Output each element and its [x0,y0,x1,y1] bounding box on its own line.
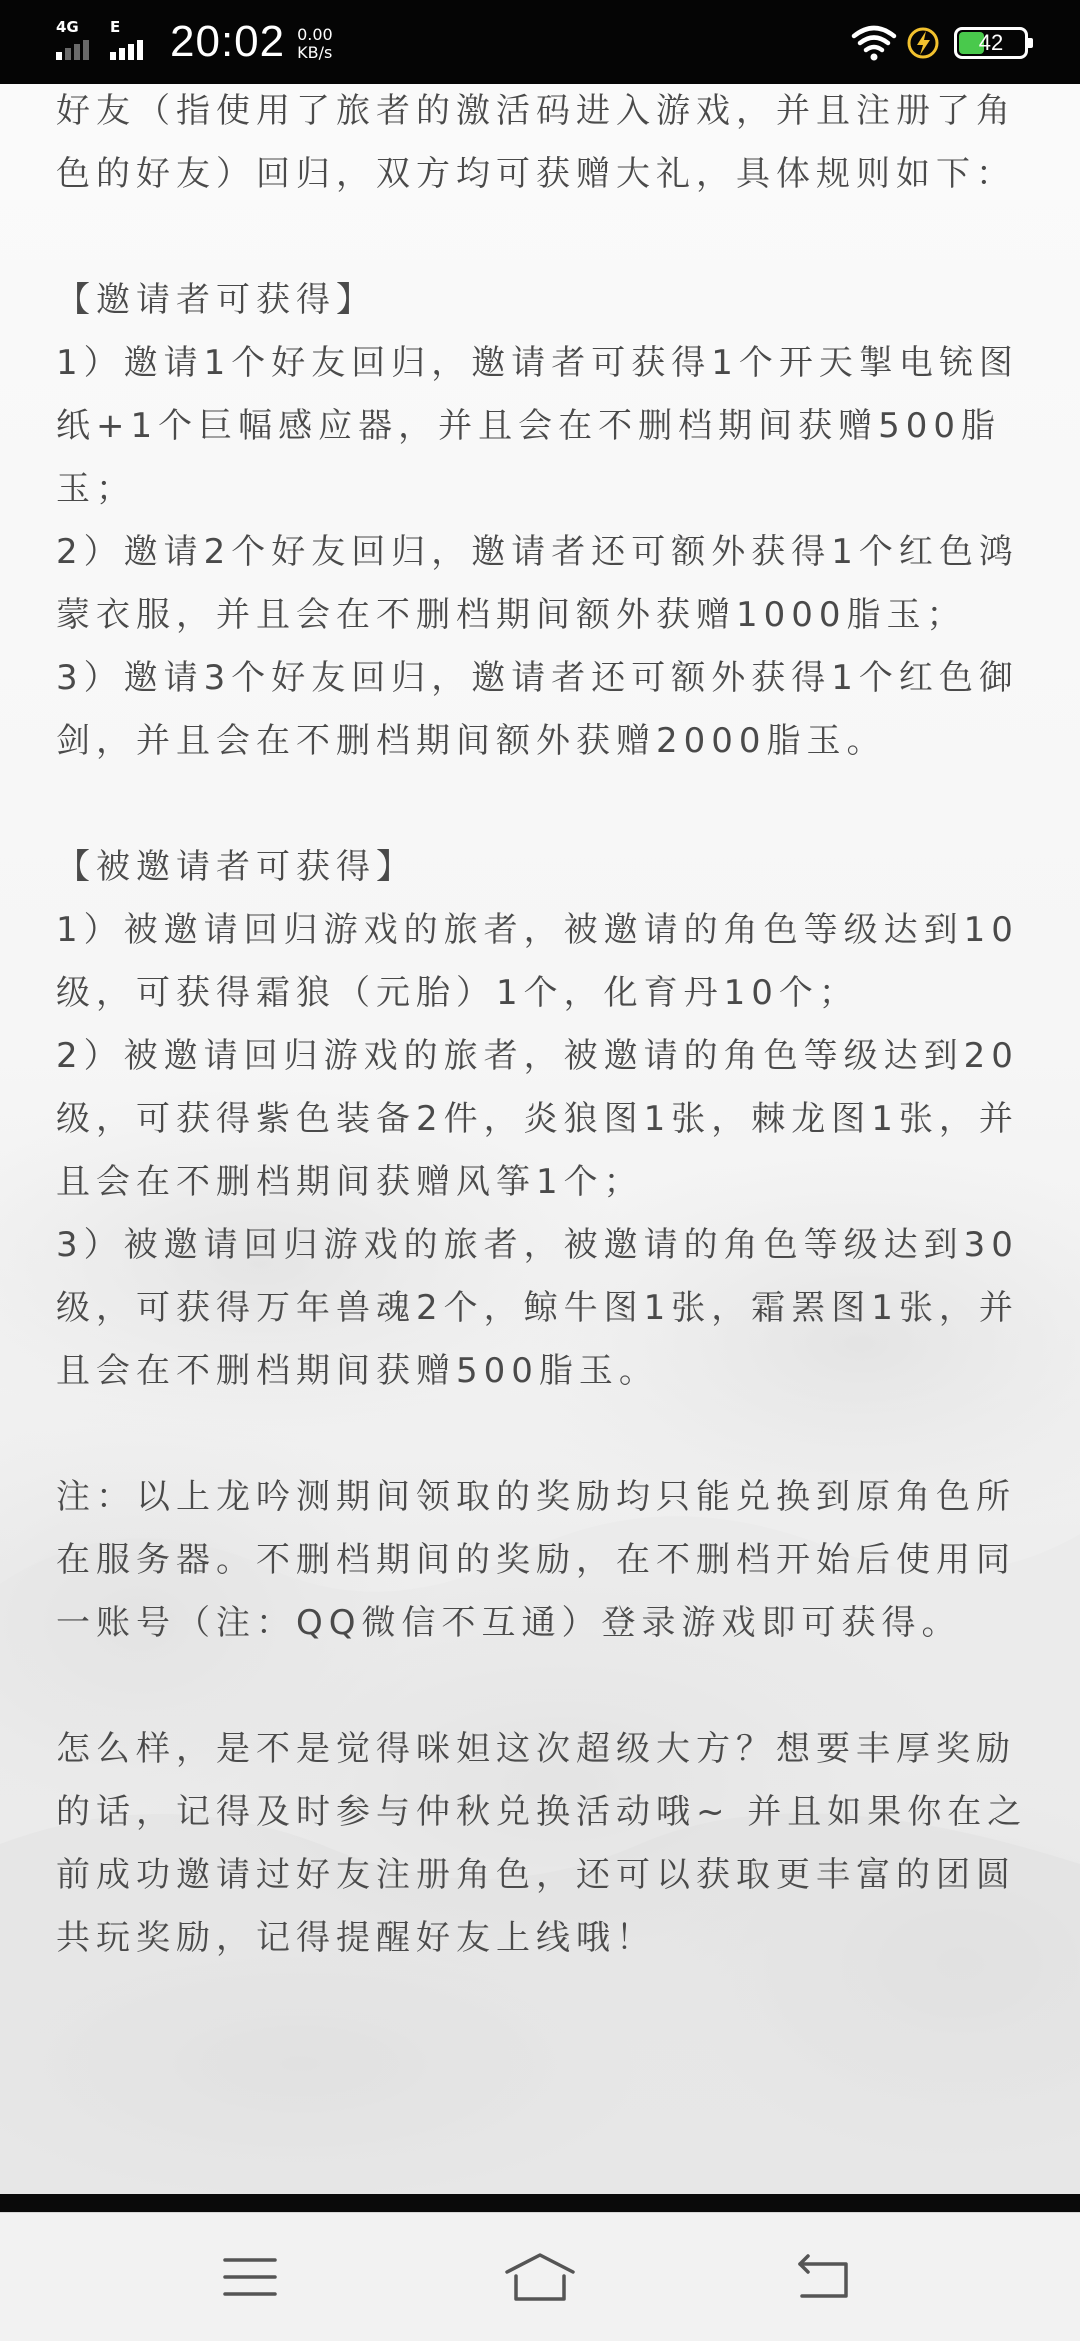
navigation-bar [0,2212,1080,2341]
menu-icon [223,2256,277,2298]
network-type-2: E [110,18,121,36]
article-paragraph: 【邀请者可获得】 [56,280,376,320]
status-right [850,22,1028,64]
signal-icon-2 [110,14,156,70]
home-icon [504,2252,576,2302]
network-speed [297,22,333,62]
paragraph-gap [56,1403,1036,1466]
menu-button[interactable] [210,2247,290,2307]
article-paragraph: 【被邀请者可获得】 [56,847,416,887]
back-icon [794,2254,854,2300]
paragraph-gap [56,1655,1036,1718]
article-paragraph: 1）邀请1个好友回归，邀请者可获得1个开天掣电铳图纸+1个巨幅感应器，并且会在不删档期间获赠500脂玉； [56,343,1019,509]
paragraph-gap [56,773,1036,836]
battery-icon [954,27,1028,59]
article-paragraph: 3）邀请3个好友回归，邀请者还可额外获得1个红色御剑，并且会在不删档期间额外获赠2000脂玉。 [56,658,1019,761]
article-paragraph: 注：以上龙吟测期间领取的奖励均只能兑换到原角色所在服务器。不删档期间的奖励，在不删档开始后使用同一账号（注：QQ微信不互通）登录游戏即可获得。 [56,1477,1016,1643]
wifi-icon [850,24,898,62]
signal-icon [56,14,102,70]
network-speed-unit: KB/s [297,43,333,62]
bottom-strip [0,2194,1080,2212]
article-view[interactable] [0,84,1080,2194]
network-speed-value: 0.00 [297,25,333,44]
clock: 20:02 [170,17,286,66]
battery-level: 42 [978,30,1004,55]
status-left [56,14,333,70]
article-paragraph: 2）邀请2个好友回归，邀请者还可额外获得1个红色鸿蒙衣服，并且会在不删档期间额外获赠1000脂玉； [56,532,1019,635]
home-button[interactable] [500,2247,580,2307]
article-paragraph: 1）被邀请回归游戏的旅者，被邀请的角色等级达到10级，可获得霜狼（元胎）1个，化育丹10个； [56,910,1019,1013]
article-paragraph: 好友（指使用了旅者的激活码进入游戏，并且注册了角色的好友）回归，双方均可获赠大礼，具体规则如下： [56,91,1016,194]
article-body [56,84,1036,1970]
charging-icon [906,24,940,62]
status-bar [0,0,1080,84]
article-paragraph: 3）被邀请回归游戏的旅者，被邀请的角色等级达到30级，可获得万年兽魂2个，鲸牛图1张，霜罴图1张，并且会在不删档期间获赠500脂玉。 [56,1225,1019,1391]
back-button[interactable] [784,2247,864,2307]
article-paragraph: 怎么样，是不是觉得咪妲这次超级大方？想要丰厚奖励的话，记得及时参与仲秋兑换活动哦~ 并且如果你在之前成功邀请过好友注册角色，还可以获取更丰富的团圆共玩奖励，记得提醒好友上线哦！ [56,1729,1028,1958]
paragraph-gap [56,206,1036,269]
network-type: 4G [56,18,79,36]
article-paragraph: 2）被邀请回归游戏的旅者，被邀请的角色等级达到20级，可获得紫色装备2件，炎狼图1张，棘龙图1张，并且会在不删档期间获赠风筝1个； [56,1036,1019,1202]
